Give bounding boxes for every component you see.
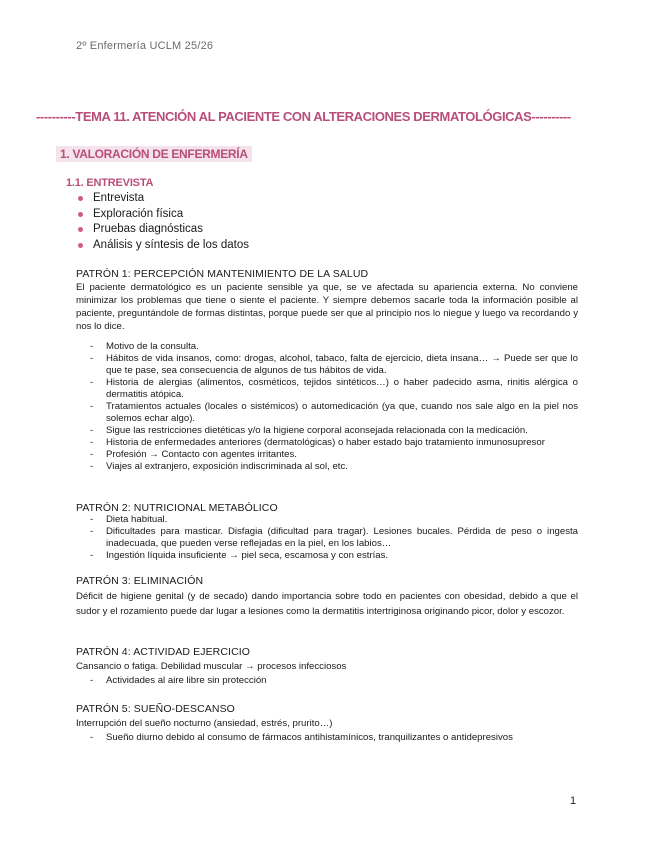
patron-5-text: Interrupción del sueño nocturno (ansiedad, estrés, prurito…) [76,718,333,729]
patron-1-paragraph: El paciente dermatológico es un paciente sensible ya que, se ve afectada su apariencia externa. No conviene minimizar los problemas que tiene o siente el paciente. Y siempre debemos sacarle toda la información posible al paciente, preguntándole de formas distintas, porque puede ser que al principio nos lo niegue y luego va recordando y nos lo dice. [76,282,578,332]
bullet-list [76,191,249,253]
patron-2-list [90,514,578,562]
patron-2-title: PATRÓN 2: NUTRICIONAL METABÓLICO [76,502,278,514]
patron-1-list [90,341,578,473]
patron-4-list [90,675,578,687]
list-item: - Dieta habitual. [90,514,168,525]
list-item: Pruebas diagnósticas [76,222,249,238]
section-heading: 1. VALORACIÓN DE ENFERMERÍA [56,146,252,162]
list-item: - Historia de enfermedades anteriores (dermatológicas) o haber estado bajo tratamiento inmunosupresor [90,437,545,448]
patron-4-text: Cansancio o fatiga. Debilidad muscular → procesos infecciosos [76,661,347,672]
list-item: Entrevista [76,191,249,207]
list-item: - Hábitos de vida insanos, como: drogas, alcohol, tabaco, falta de ejercicio, dieta insana… → Puede ser que lo que te pase, sea consecuencia de algunos de tus hábitos de vida. [90,353,578,376]
subsection-heading: 1.1. ENTREVISTA [66,177,154,189]
patron-5-list [90,732,578,744]
list-item: - Historia de alergias (alimentos, cosméticos, tejidos sintéticos…) o haber padecido asma, rinitis alérgica o dermatitis atópica. [90,377,578,400]
bullet-icon [78,212,83,217]
bullet-icon [78,243,83,248]
page-number: 1 [570,795,577,807]
document-title: ----------TEMA 11. ATENCIÓN AL PACIENTE CON ALTERACIONES DERMATOLÓGICAS---------- [36,109,571,124]
list-item: Análisis y síntesis de los datos [76,238,249,254]
patron-5-title: PATRÓN 5: SUEÑO-DESCANSO [76,703,235,715]
list-item: - Dificultades para masticar. Disfagia (dificultad para tragar). Lesiones bucales. Pérdida de peso o ingesta inadecuada, que pueden verse reflejadas en la piel, en los labios… [90,526,578,549]
list-item: - Profesión → Contacto con agentes irritantes. [90,449,297,460]
bullet-icon [78,227,83,232]
list-item: - Sueño diurno debido al consumo de fármacos antihistamínicos, tranquilizantes o antidepresivos [90,732,513,743]
list-item: - Actividades al aire libre sin protección [90,675,267,686]
list-item: - Ingestión líquida insuficiente → piel seca, escamosa y con estrías. [90,550,389,561]
bullet-icon [78,196,83,201]
list-item: - Tratamientos actuales (locales o sistémicos) o automedicación (ya que, cuando nos sale algo en la piel nos solemos echar algo). [90,401,578,424]
page-header: 2º Enfermería UCLM 25/26 [76,40,214,52]
list-item: - Motivo de la consulta. [90,341,199,352]
patron-1-title: PATRÓN 1: PERCEPCIÓN MANTENIMIENTO DE LA SALUD [76,268,369,280]
list-item: Exploración física [76,207,249,223]
patron-4-title: PATRÓN 4: ACTIVIDAD EJERCICIO [76,646,251,658]
list-item: - Viajes al extranjero, exposición indiscriminada al sol, etc. [90,461,348,472]
patron-3-paragraph: Déficit de higiene genital (y de secado) dando importancia sobre todo en pacientes con obesidad, debido a que el sudor y el rozamiento puede dar lugar a lesiones como la dermatitis intertriginosa originando picor, dolor y escozor. [76,591,578,617]
patron-3-title: PATRÓN 3: ELIMINACIÓN [76,575,204,587]
list-item: - Sigue las restricciones dietéticas y/o la higiene corporal aconsejada relacionada con la medicación. [90,425,528,436]
